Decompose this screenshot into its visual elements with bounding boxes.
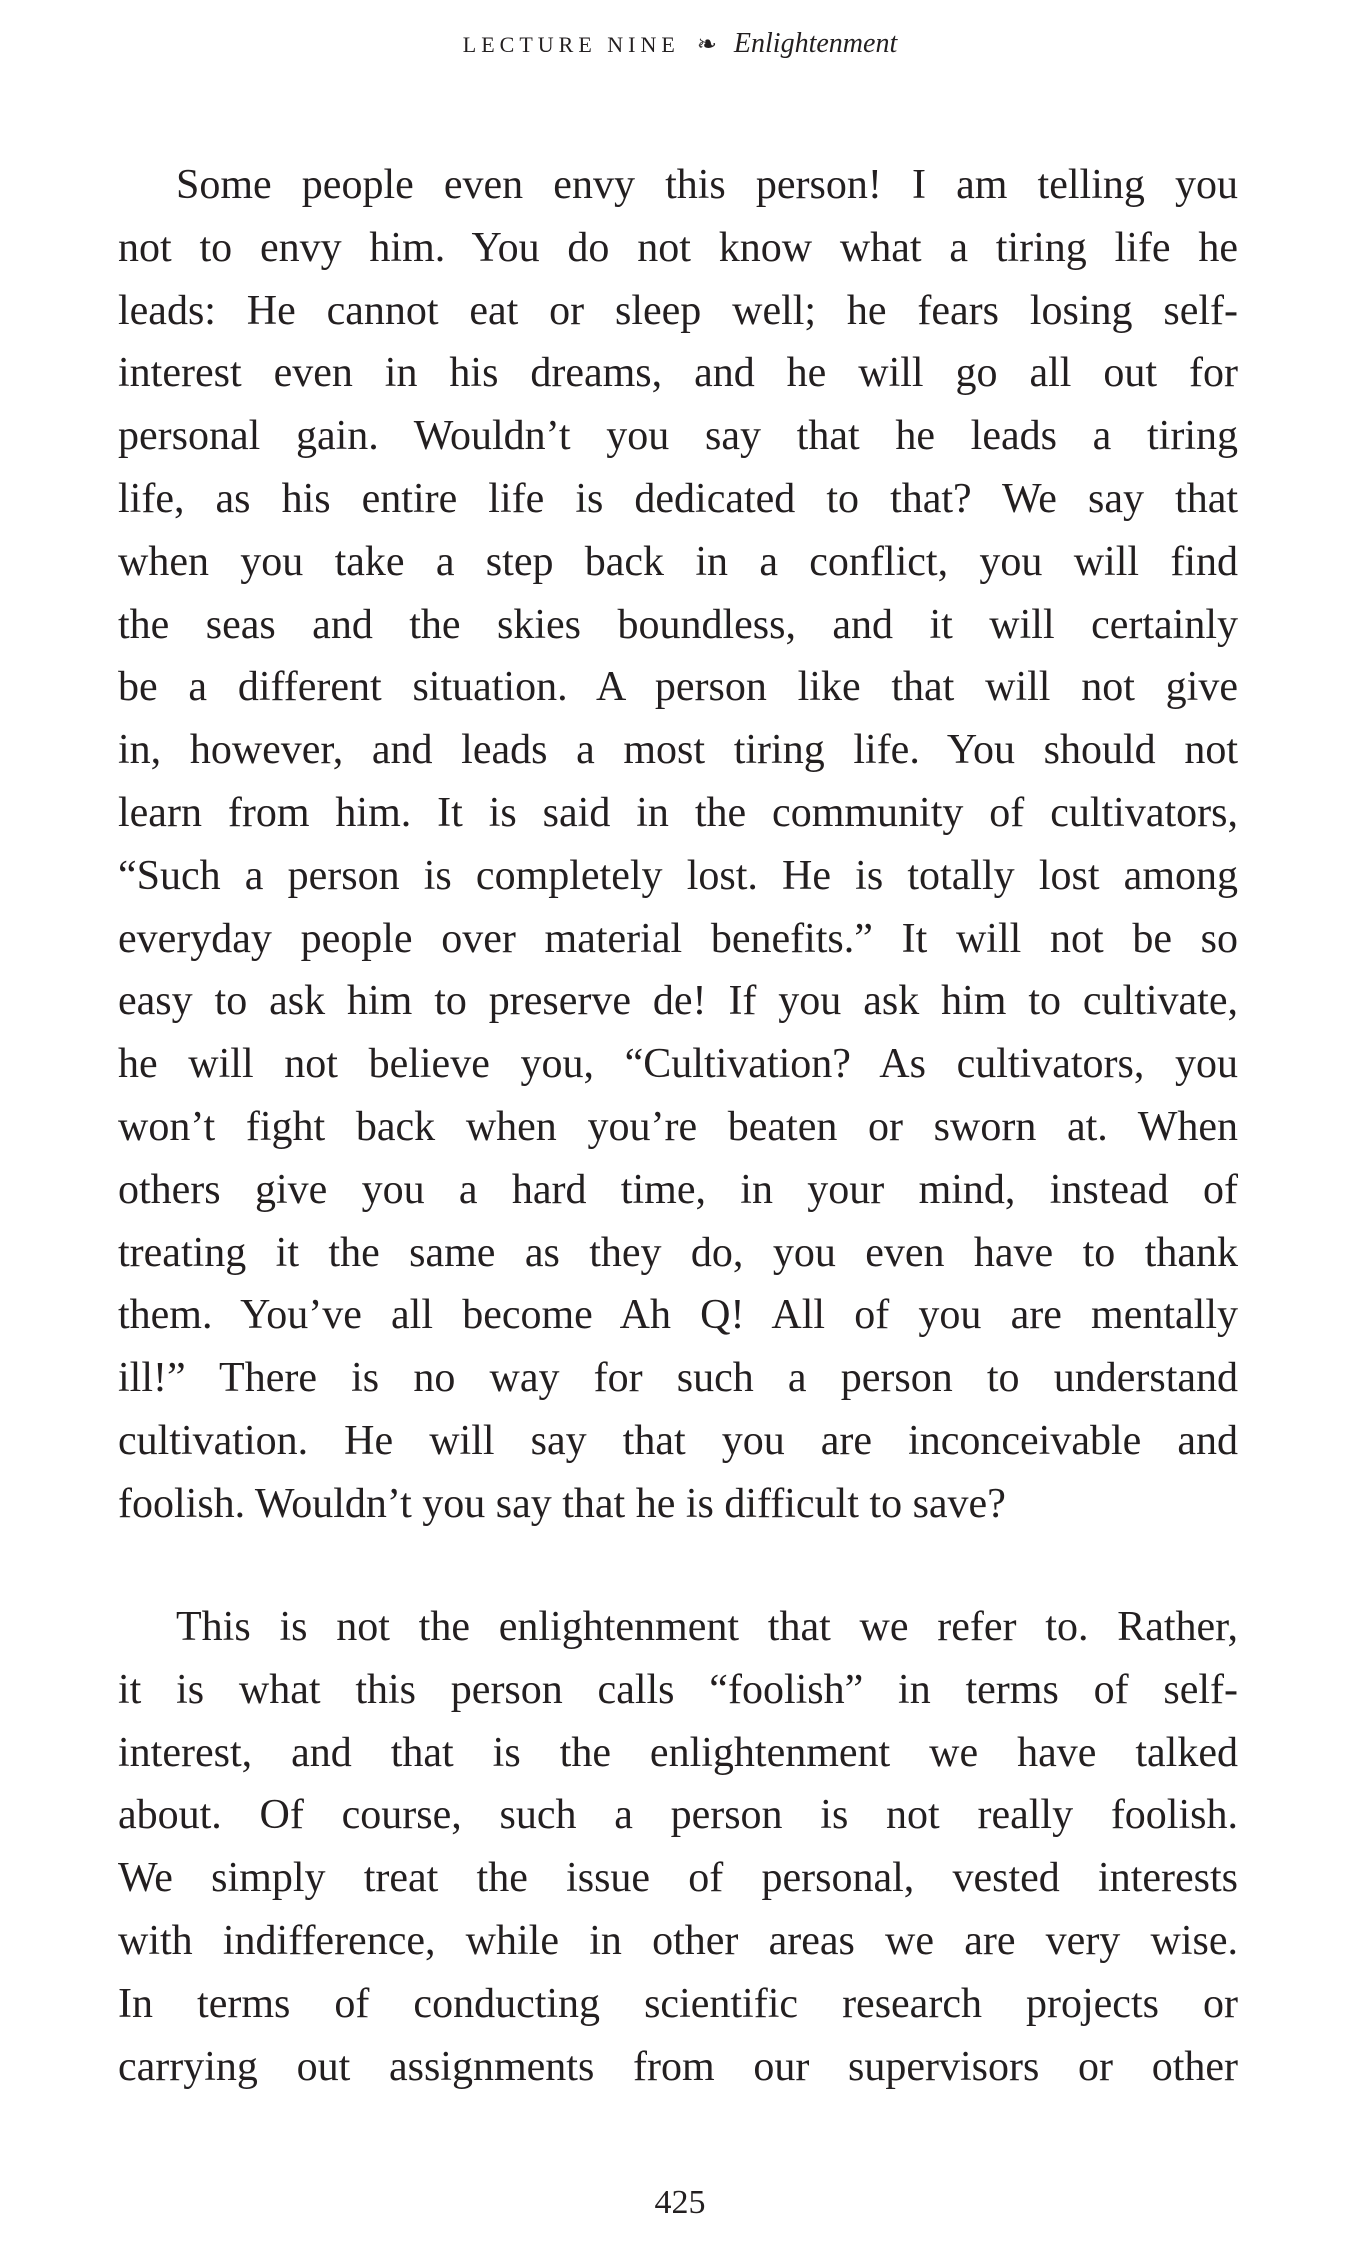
text-line: leads: He cannot eat or sleep well; he fears losing self- [118, 287, 1238, 334]
text-line: foolish. Wouldn’t you say that he is difficult to save? [118, 1480, 1006, 1527]
text-line: Some people even envy this person! I am telling you [176, 162, 1238, 208]
text-line: everyday people over material benefits.” It will not be so [118, 915, 1238, 962]
text-line: be a different situation. A person like that will not give [118, 664, 1238, 711]
text-line: carrying out assignments from our supervisors or other [118, 2043, 1238, 2090]
chapter-title: Enlightenment [733, 28, 898, 59]
text-line: In terms of conducting scientific research projects or [118, 1980, 1238, 2027]
text-line: life, as his entire life is dedicated to that? We say that [118, 475, 1238, 522]
text-line: personal gain. Wouldn’t you say that he leads a tiring [118, 413, 1238, 460]
page-number: 425 [654, 2184, 706, 2221]
text-line: easy to ask him to preserve de! If you ask him to cultivate, [118, 978, 1238, 1025]
text-line: We simply treat the issue of personal, vested interests [118, 1855, 1238, 1902]
running-header [0, 28, 1360, 60]
text-line: treating it the same as they do, you even have to thank [118, 1229, 1238, 1276]
text-line: he will not believe you, “Cultivation? As cultivators, you [118, 1041, 1238, 1088]
text-line: won’t fight back when you’re beaten or sworn at. When [118, 1103, 1238, 1150]
text-line: not to envy him. You do not know what a tiring life he [118, 224, 1238, 271]
text-line: interest, and that is the enlightenment we have talked [118, 1729, 1238, 1776]
text-line: “Such a person is completely lost. He is totally lost among [118, 852, 1238, 899]
lecture-label: LECTURE NINE [462, 32, 680, 57]
text-line: the seas and the skies boundless, and it will certainly [118, 601, 1238, 648]
text-line: it is what this person calls “foolish” in terms of self- [118, 1666, 1238, 1713]
text-line: about. Of course, such a person is not really foolish. [118, 1792, 1238, 1839]
paragraph-2 [118, 1596, 1238, 2098]
fleuron-icon: ❧ [696, 32, 717, 58]
text-line: learn from him. It is said in the community of cultivators, [118, 789, 1238, 836]
text-line: in, however, and leads a most tiring life. You should not [118, 727, 1238, 774]
text-line: others give you a hard time, in your mind, instead of [118, 1166, 1238, 1213]
text-line: cultivation. He will say that you are inconceivable and [118, 1417, 1238, 1464]
text-line: with indifference, while in other areas we are very wise. [118, 1917, 1238, 1964]
text-line: ill!” There is no way for such a person to understand [118, 1355, 1238, 1402]
text-line: when you take a step back in a conflict, you will find [118, 538, 1238, 585]
text-line: them. You’ve all become Ah Q! All of you are mentally [118, 1292, 1238, 1339]
text-line: interest even in his dreams, and he will go all out for [118, 350, 1238, 397]
paragraph-1 [118, 154, 1238, 1536]
text-line: This is not the enlightenment that we refer to. Rather, [176, 1604, 1238, 1650]
